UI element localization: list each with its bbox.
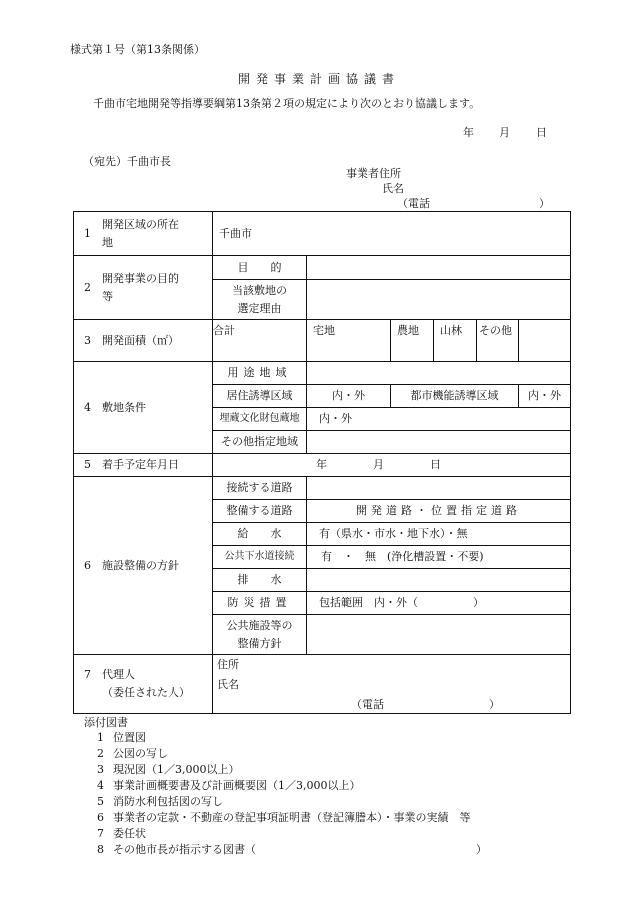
urban-function-zone-label: 都市機能誘導区域: [391, 385, 519, 408]
planned-road-options[interactable]: 開発道路・位置指定道路: [307, 500, 571, 523]
attachments-heading: 添付図書: [84, 716, 128, 729]
public-facilities-input[interactable]: [307, 615, 571, 655]
area-other-cell[interactable]: その他: [477, 320, 519, 362]
area-total-cell[interactable]: 合計: [213, 320, 307, 362]
agent-address-label: 住所: [217, 658, 239, 671]
buried-cultural-label: 埋蔵文化財包蔵地: [213, 408, 307, 431]
other-area-input[interactable]: [307, 431, 571, 454]
section-start-date-label: 5 着手予定年月日: [74, 454, 213, 477]
attachment-item: 5 消防水利包括図の写し: [97, 795, 223, 808]
section-purpose: [74, 256, 571, 280]
section-site-conditions: [74, 362, 571, 385]
purpose-label: 目 的: [213, 256, 307, 280]
section-facilities: [74, 477, 571, 500]
area-farmland-cell[interactable]: 農地: [391, 320, 434, 362]
disaster-measures-options[interactable]: 包括範囲 内・外（ ）: [307, 592, 571, 615]
date-day[interactable]: 日: [536, 126, 547, 139]
residential-zone-label: 居住誘導区域: [213, 385, 307, 408]
start-date-input[interactable]: 年 月 日: [213, 454, 571, 477]
sewer-connection-options[interactable]: 有 ・ 無 (浄化槽設置・不要): [307, 546, 571, 569]
drainage-input[interactable]: [307, 569, 571, 592]
water-supply-options[interactable]: 有（県水・市水・地下水）・無: [307, 523, 571, 546]
planned-road-label: 整備する道路: [213, 500, 307, 523]
section-location: [74, 212, 571, 256]
section-facilities-label: 6 施設整備の方針: [74, 477, 213, 655]
drainage-label: 排 水: [213, 569, 307, 592]
addressee: （宛先）千曲市長: [83, 155, 171, 168]
connecting-road-input[interactable]: [307, 477, 571, 500]
attachment-item: 4 事業計画概要書及び計画概要図（1／3,000以上）: [97, 779, 361, 792]
water-supply-label: 給 水: [213, 523, 307, 546]
sewer-connection-label: 公共下水道接続: [213, 546, 307, 569]
agent-tel-open: （電話: [351, 698, 384, 711]
page-title: 開発事業計画協議書: [238, 72, 401, 86]
other-area-label: その他指定地域: [213, 431, 307, 454]
site-reason-input[interactable]: [307, 280, 571, 320]
zoning-label: 用途地域: [213, 362, 307, 385]
connecting-road-label: 接続する道路: [213, 477, 307, 500]
area-extra-cell[interactable]: [519, 320, 571, 362]
disaster-measures-label: 防災措置: [213, 592, 307, 615]
area-residential-cell[interactable]: 宅地: [307, 320, 391, 362]
agent-tel-close: ）: [489, 698, 500, 711]
residential-zone-inout[interactable]: 内・外: [307, 385, 391, 408]
buried-cultural-inout[interactable]: 内・外: [307, 408, 571, 431]
applicant-tel-open: （電話: [397, 197, 430, 210]
attachment-item: 1 位置図: [97, 731, 146, 744]
area-forest-cell[interactable]: 山林: [434, 320, 477, 362]
applicant-name-label: 氏名: [382, 182, 404, 195]
attachment-item: 7 委任状: [97, 827, 146, 840]
section-location-label: 1開発区域の所在地: [74, 212, 213, 256]
urban-function-zone-inout[interactable]: 内・外: [519, 385, 571, 408]
attachment-item: 2 公図の写し: [97, 747, 168, 760]
attachment-item: 6 事業者の定款・不動産の登記事項証明書（登記簿謄本）・事業の実績 等: [97, 811, 471, 824]
attachment-item: 3 現況図（1／3,000以上）: [97, 763, 240, 776]
form-number: 様式第１号（第13条関係）: [70, 43, 205, 56]
section-area-label: 3 開発面積（㎡）: [74, 320, 213, 362]
applicant-address-label: 事業者住所: [346, 167, 401, 180]
section-purpose-label: 2開発事業の目的等: [74, 256, 213, 320]
location-value[interactable]: 千曲市: [213, 212, 571, 256]
agent-info[interactable]: [213, 655, 571, 714]
date-month[interactable]: 月: [499, 126, 510, 139]
section-area: [74, 320, 571, 362]
zoning-input[interactable]: [307, 362, 571, 385]
section-agent: [74, 655, 571, 714]
section-agent-label: 7 代理人 （委任された人）: [74, 655, 213, 714]
attachment-item: 8 その他市長が指示する図書（ ）: [97, 843, 487, 856]
site-reason-label: 当該敷地の選定理由: [213, 280, 307, 320]
public-facilities-label: 公共施設等の整備方針: [213, 615, 307, 655]
section-start-date: [74, 454, 571, 477]
intro-text: 千曲市宅地開発等指導要綱第13条第２項の規定により次のとおり協議します。: [93, 97, 481, 110]
purpose-input[interactable]: [307, 256, 571, 280]
section-site-conditions-label: 4 敷地条件: [74, 362, 213, 454]
date-year[interactable]: 年: [463, 126, 474, 139]
application-form-table: [73, 211, 571, 714]
agent-name-label: 氏名: [217, 678, 239, 691]
applicant-tel-close: ）: [539, 197, 550, 210]
